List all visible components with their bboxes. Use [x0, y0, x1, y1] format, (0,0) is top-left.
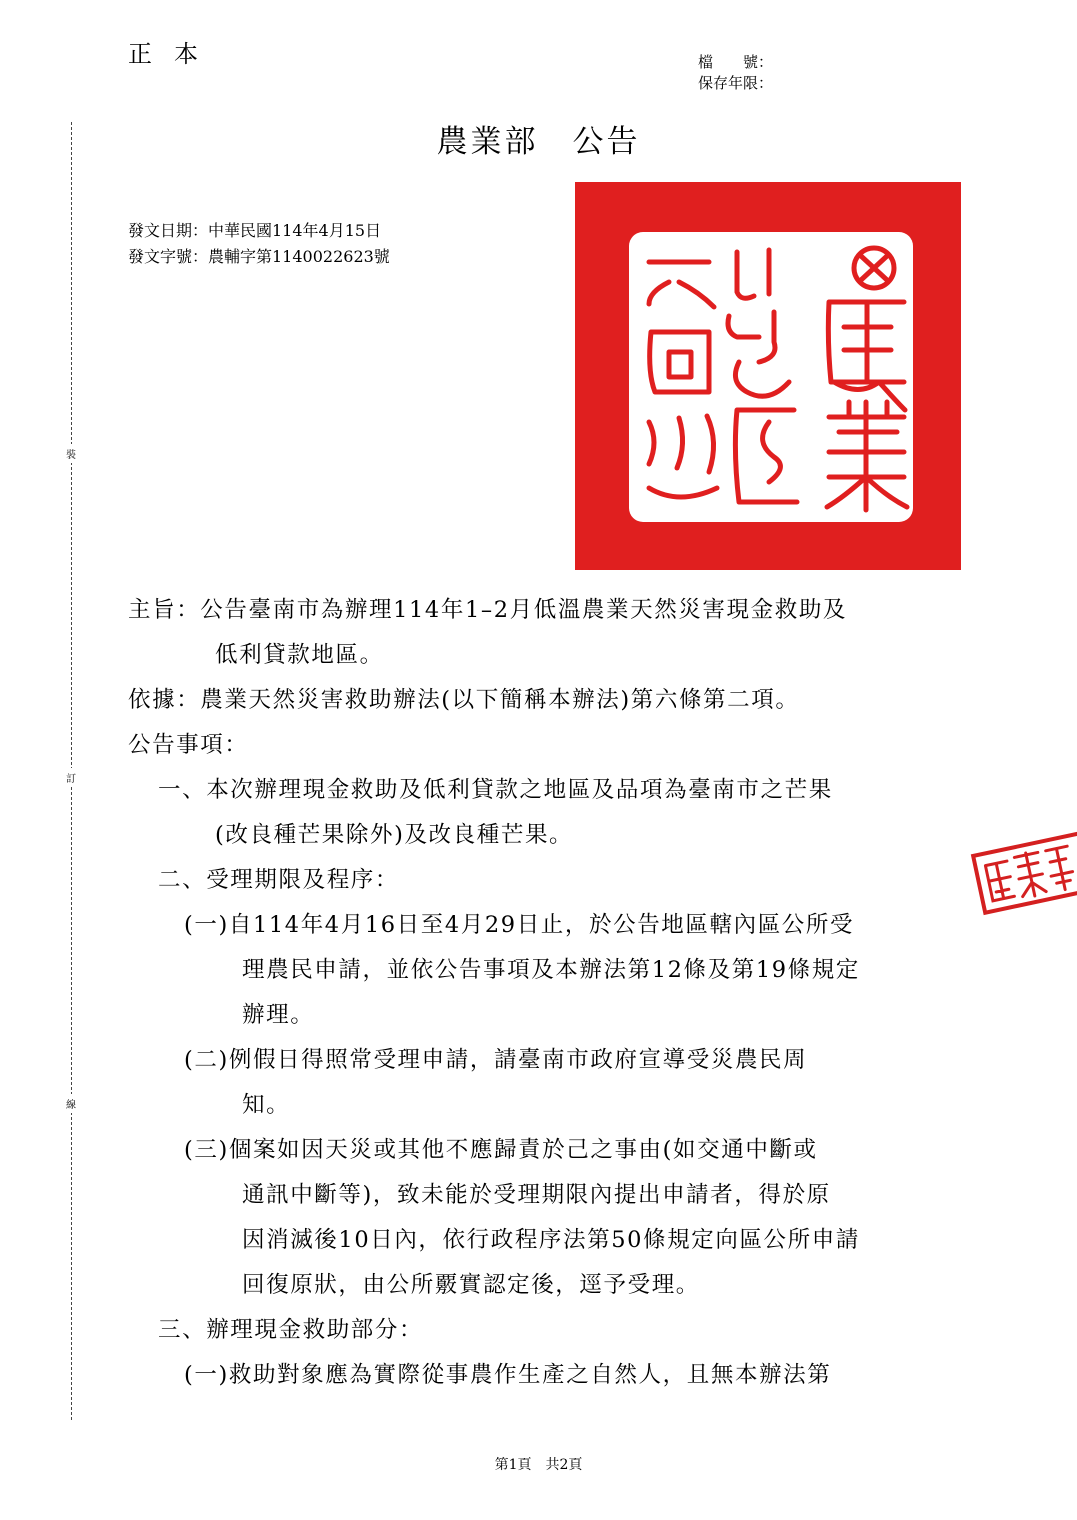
official-seal [575, 182, 961, 570]
page-footer: 第1頁 共2頁 [494, 1457, 583, 1473]
side-stamp [968, 826, 1077, 922]
item-2-heading: 二、受理期限及程序： [158, 867, 400, 893]
item-1-line-1: 一、本次辦理現金救助及低利貸款之地區及品項為臺南市之芒果 [158, 777, 833, 803]
item-2c-line-1: (三)個案如因天災或其他不應歸責於己之事由(如交通中斷或 [184, 1137, 818, 1163]
document-title: 農業部 公告 [436, 124, 641, 160]
issue-date: 發文日期：中華民國114年4月15日 [128, 221, 382, 240]
item-2c-line-2: 通訊中斷等)，致未能於受理期限內提出申請者，得於原 [242, 1182, 831, 1208]
basis-line: 依據：農業天然災害救助辦法(以下簡稱本辦法)第六條第二項。 [128, 687, 800, 713]
notice-items-heading: 公告事項： [128, 732, 249, 758]
item-2c-line-3: 因消滅後10日內，依行政程序法第50條規定向區公所申請 [242, 1227, 860, 1253]
subject-line-1: 主旨：公告臺南市為辦理114年1–2月低溫農業天然災害現金救助及 [128, 597, 848, 623]
original-copy-mark: 正本 [128, 40, 220, 68]
subject-line-2: 低利貸款地區。 [215, 642, 384, 668]
issue-meta [128, 218, 390, 270]
side-stamp-glyphs [968, 826, 1077, 922]
item-2a-line-2: 理農民申請，並依公告事項及本辦法第12條及第19條規定 [242, 957, 860, 983]
issue-number: 發文字號：農輔字第1140022623號 [128, 247, 390, 266]
item-3-heading: 三、辦理現金救助部分： [158, 1317, 424, 1343]
binding-mark-ding: 訂 [62, 768, 80, 787]
retention-period-label: 保存年限： [698, 74, 774, 92]
item-2c-line-4: 回復原狀，由公所覈實認定後，逕予受理。 [242, 1272, 700, 1298]
file-meta [698, 52, 773, 94]
item-2b-line-2: 知。 [242, 1092, 291, 1118]
file-number-label: 檔 號： [698, 53, 774, 71]
official-seal-field [629, 232, 913, 522]
official-seal-glyphs [629, 232, 913, 522]
item-2a-line-1: (一)自114年4月16日至4月29日止，於公告地區轄內區公所受 [184, 912, 855, 938]
item-3a-line-1: (一)救助對象應為實際從事農作生產之自然人，且無本辦法第 [184, 1362, 832, 1388]
binding-mark-xian: 線 [62, 1094, 80, 1113]
item-2b-line-1: (二)例假日得照常受理申請，請臺南市政府宣導受災農民周 [184, 1047, 808, 1073]
binding-mark-zhuang: 裝 [62, 444, 80, 463]
item-1-line-2: (改良種芒果除外)及改良種芒果。 [215, 822, 574, 848]
notice-body [128, 588, 973, 1398]
item-2a-line-3: 辦理。 [242, 1002, 315, 1028]
